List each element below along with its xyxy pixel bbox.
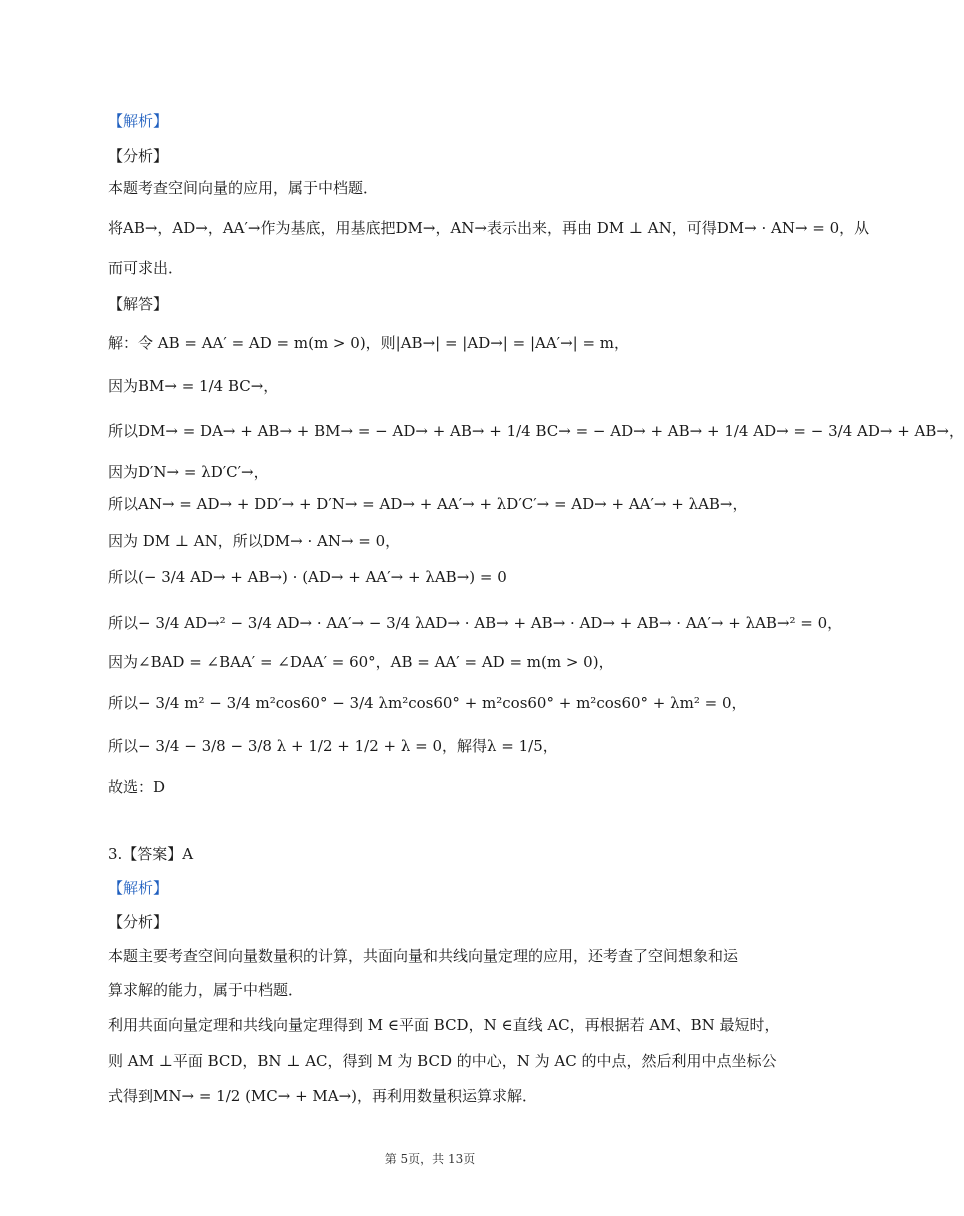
text-line: 因为D′N→ = λD′C′→， <box>108 463 269 481</box>
text-line: 利用共面向量定理和共线向量定理得到 M ∈平面 BCD，N ∈直线 AC，再根据若 AM、BN 最短时， <box>108 1016 780 1034</box>
text-line: 所以(− 3/4 AD→ + AB→) · (AD→ + AA′→ + λAB→) = 0 <box>108 568 507 586</box>
text-line: 解：令 AB = AA′ = AD = m(m > 0)，则|AB→| = |AD→| = |AA′→| = m， <box>108 334 630 352</box>
text-line: 所以− 3/4 − 3/8 − 3/8 λ + 1/2 + 1/2 + λ = 0，解得λ = 1/5， <box>108 737 558 755</box>
text-line: 所以DM→ = DA→ + AB→ + BM→ = − AD→ + AB→ + 1/4 BC→ = − AD→ + AB→ + 1/4 AD→ = − 3/4 AD→ + AB→， <box>108 422 964 440</box>
text-line: 因为 DM ⊥ AN，所以DM→ · AN→ = 0， <box>108 532 401 550</box>
text-line: 式得到MN→ = 1/2 (MC→ + MA→)，再利用数量积运算求解． <box>108 1087 538 1105</box>
text-line: 所以− 3/4 AD→² − 3/4 AD→ · AA′→ − 3/4 λAD→ · AB→ + AB→ · AD→ + AB→ · AA′→ + λAB→² = 0， <box>108 614 843 632</box>
section-header: 【解析】 <box>108 112 169 130</box>
text-line: 则 AM ⊥平面 BCD，BN ⊥ AC，得到 M 为 BCD 的中心，N 为 AC 的中点，然后利用中点坐标公 <box>108 1052 777 1070</box>
text-line: 故选：D <box>108 778 166 796</box>
text-line: 而可求出． <box>108 259 184 277</box>
text-line: 所以− 3/4 m² − 3/4 m²cos60° − 3/4 λm²cos60° + m²cos60° + m²cos60° + λm² = 0， <box>108 694 747 712</box>
text-line: 将AB→，AD→，AA′→作为基底，用基底把DM→，AN→表示出来，再由 DM ⊥ AN，可得DM→ · AN→ = 0，从 <box>108 219 870 237</box>
text-line: 【解答】 <box>108 295 169 313</box>
text-line: 本题主要考查空间向量数量积的计算，共面向量和共线向量定理的应用，还考查了空间想象和运 <box>108 947 739 965</box>
text-line: 本题考查空间向量的应用，属于中档题． <box>108 179 379 197</box>
text-line: 【分析】 <box>108 147 169 165</box>
answer-heading: 3.【答案】A <box>108 845 194 863</box>
text-line: 所以AN→ = AD→ + DD′→ + D′N→ = AD→ + AA′→ + λD′C′→ = AD→ + AA′→ + λAB→， <box>108 495 748 513</box>
section-header: 【解析】 <box>108 879 169 897</box>
page-footer: 第 5页，共 13页 <box>384 1152 476 1166</box>
text-line: 【分析】 <box>108 913 169 931</box>
text-line: 算求解的能力，属于中档题． <box>108 981 304 999</box>
text-line: 因为∠BAD = ∠BAA′ = ∠DAA′ = 60°，AB = AA′ = AD = m(m > 0)， <box>108 653 614 671</box>
text-line: 因为BM→ = 1/4 BC→， <box>108 377 279 395</box>
